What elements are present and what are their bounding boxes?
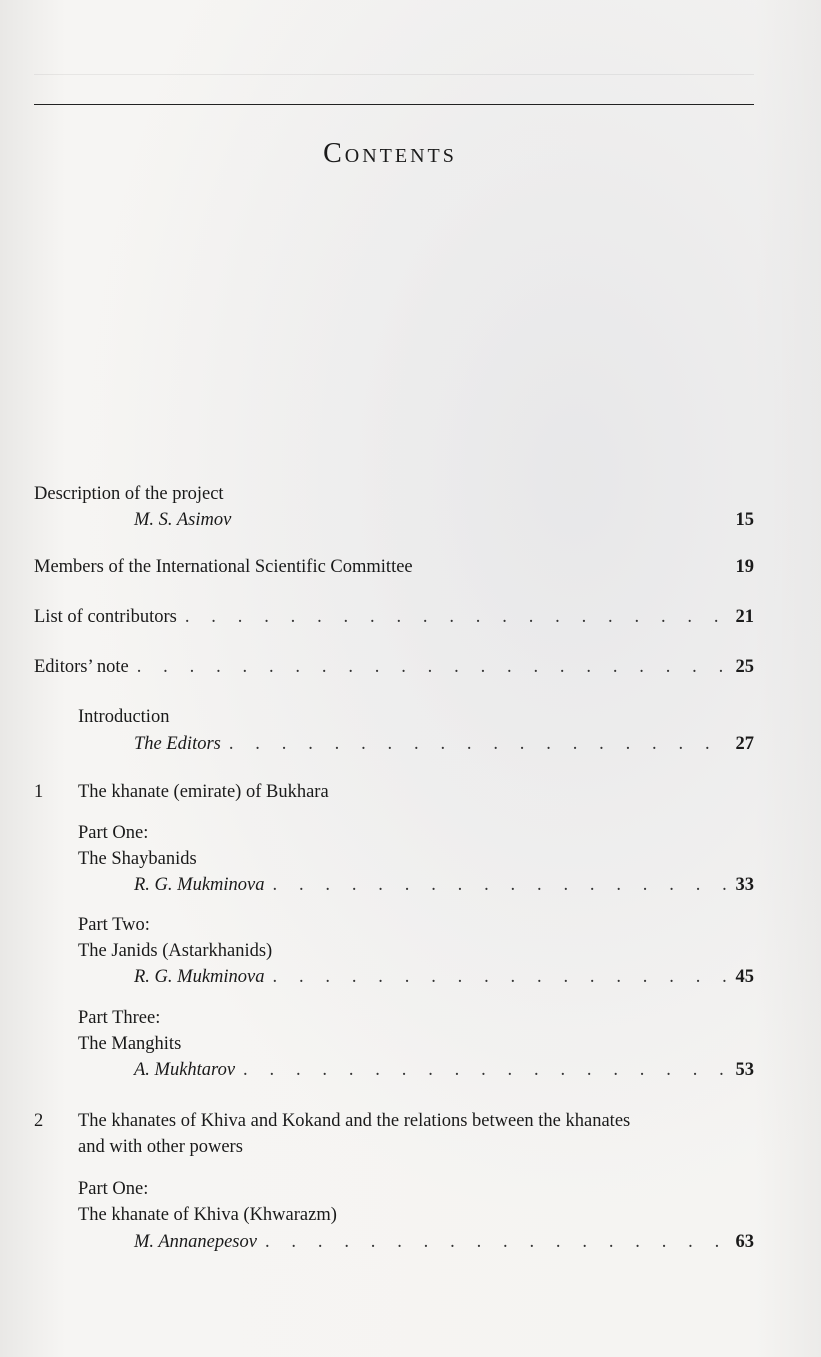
toc-entry-contributors [34, 606, 754, 628]
chapter-1-part-1-title: The Shaybanids [78, 849, 197, 869]
toc-entry-description-author: M. S. Asimov [134, 510, 232, 530]
page-title: Contents [323, 138, 457, 169]
chapter-2-part-1-author-row [134, 1231, 754, 1253]
toc-entry-introduction-author: The Editors [134, 734, 221, 754]
toc-entry-description-page: 15 [735, 510, 754, 530]
dot-leader [273, 874, 727, 896]
toc-entry-committee [34, 556, 754, 578]
chapter-2-part-1-page: 63 [735, 1232, 754, 1252]
toc-entry-introduction-author-row [134, 733, 754, 755]
toc-entry-description-author-row [134, 509, 754, 531]
toc-entry-introduction-page: 27 [735, 734, 754, 754]
toc-entry-editors-note-page: 25 [735, 657, 754, 677]
dot-leader [137, 656, 726, 678]
chapter-1-part-2-author-row [134, 966, 754, 988]
chapter-1-part-2-author: R. G. Mukminova [134, 967, 265, 987]
chapter-1-part-1-author: R. G. Mukminova [134, 875, 265, 895]
chapter-2-title-line-1: The khanates of Khiva and Kokand and the relations between the khanates [78, 1111, 631, 1131]
bleed-through-rule [34, 74, 754, 75]
dot-leader [185, 606, 726, 628]
dot-leader [273, 966, 727, 988]
header-rule [34, 104, 754, 105]
chapter-1-part-3-author-row [134, 1059, 754, 1081]
toc-entry-contributors-label: List of contributors [34, 607, 177, 627]
toc-entry-introduction-label: Introduction [78, 707, 170, 727]
toc-entry-description-label: Description of the project [34, 484, 224, 504]
chapter-1-part-3-page: 53 [735, 1060, 754, 1080]
chapter-2-part-1-author: M. Annanepesov [134, 1232, 257, 1252]
chapter-2-part-1-title: The khanate of Khiva (Khwarazm) [78, 1205, 337, 1225]
chapter-1-part-2-title: The Janids (Astarkhanids) [78, 941, 273, 961]
chapter-1-part-1-author-row [134, 874, 754, 896]
dot-leader [229, 733, 726, 755]
toc-entry-committee-label: Members of the International Scientific Committee [34, 557, 413, 577]
chapter-1-part-2-page: 45 [735, 967, 754, 987]
dot-leader [243, 1059, 726, 1081]
chapter-1-number: 1 [34, 782, 44, 802]
toc-entry-editors-note [34, 656, 754, 678]
chapter-1-part-3-author: A. Mukhtarov [134, 1060, 236, 1080]
chapter-1-part-3-title: The Manghits [78, 1034, 182, 1054]
chapter-2-number: 2 [34, 1111, 44, 1131]
dot-leader [265, 1231, 726, 1253]
toc-entry-contributors-page: 21 [735, 607, 754, 627]
chapter-1-title: The khanate (emirate) of Bukhara [78, 782, 329, 802]
chapter-1-part-2-label: Part Two: [78, 915, 150, 935]
chapter-1-part-1-label: Part One: [78, 823, 149, 843]
toc-entry-editors-note-label: Editors’ note [34, 657, 129, 677]
chapter-2-part-1-label: Part One: [78, 1179, 149, 1199]
toc-entry-committee-page: 19 [735, 557, 754, 577]
chapter-1-part-1-page: 33 [735, 875, 754, 895]
chapter-1-part-3-label: Part Three: [78, 1008, 161, 1028]
chapter-2-title-line-2: and with other powers [78, 1137, 243, 1157]
